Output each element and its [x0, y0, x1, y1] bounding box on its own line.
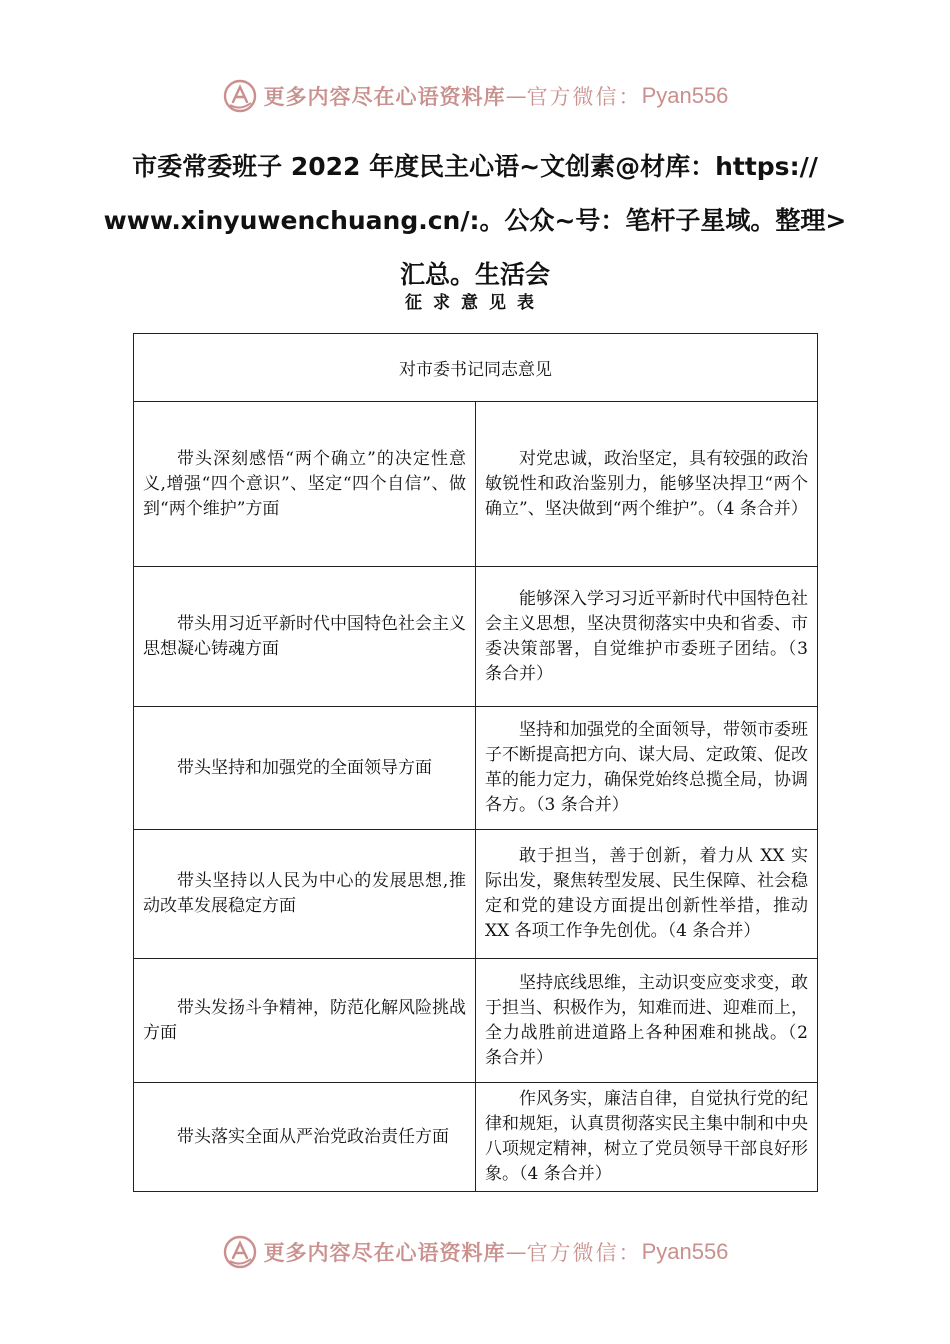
- banner-main-text: 更多内容尽在心语资料库: [263, 85, 506, 109]
- banner-main-text: 更多内容尽在心语资料库: [263, 1241, 506, 1265]
- table-row: [134, 707, 818, 830]
- comment-cell: 敢于担当，善于创新，着力从 XX 实际出发，聚焦转型发展、民生保障、社会稳定和党的建设方面提出创新性举措，推动 XX 各项工作争先创优。（4 条合并）: [476, 830, 818, 959]
- banner-sub-text: 官方微信：: [526, 85, 642, 109]
- banner-dash: —: [505, 1240, 527, 1264]
- table-row: [134, 567, 818, 707]
- form-subtitle: 征求意见表: [405, 293, 545, 313]
- title-line-2: www.xinyuwenchuang.cn/:。公众~号：笔杆子星域。整理>: [103, 206, 847, 235]
- title-line-3: 汇总。生活会: [399, 260, 550, 289]
- table-row: [134, 402, 818, 567]
- aspect-cell: 带头坚持以人民为中心的发展思想,推动改革发展稳定方面: [134, 830, 476, 959]
- opinion-table: [133, 333, 818, 1192]
- banner-wechat-id: Pyan556: [641, 1239, 729, 1264]
- title-line-1: 市委常委班子 2022 年度民主心语~文创素@材库：https://: [132, 152, 818, 181]
- table-header: 对市委书记同志意见: [134, 334, 818, 402]
- banner-sub-text: 官方微信：: [526, 1241, 642, 1265]
- banner-dash: —: [505, 84, 527, 108]
- table-row: [134, 1083, 818, 1192]
- bottom-banner: [0, 1230, 950, 1274]
- aspect-cell: 带头深刻感悟“两个确立”的决定性意义,增强“四个意识”、坚定“四个自信”、做到“两个维护”方面: [134, 402, 476, 567]
- top-banner: [0, 74, 950, 118]
- comment-cell: 作风务实，廉洁自律，自觉执行党的纪律和规矩，认真贯彻落实民主集中制和中央八项规定精神，树立了党员领导干部良好形象。（4 条合并）: [476, 1083, 818, 1192]
- table-row: [134, 830, 818, 959]
- comment-cell: 对党忠诚，政治坚定，具有较强的政治敏锐性和政治鉴别力，能够坚决捍卫“两个确立”、坚决做到“两个维护”。（4 条合并）: [476, 402, 818, 567]
- document-title: [100, 140, 850, 302]
- aspect-cell: 带头用习近平新时代中国特色社会主义思想凝心铸魂方面: [134, 567, 476, 707]
- table-row: [134, 959, 818, 1083]
- aspect-cell: 带头坚持和加强党的全面领导方面: [134, 707, 476, 830]
- comment-cell: 坚持底线思维，主动识变应变求变，敢于担当、积极作为，知难而进、迎难而上，全力战胜前进道路上各种困难和挑战。（2 条合并）: [476, 959, 818, 1083]
- comment-cell: 坚持和加强党的全面领导，带领市委班子不断提高把方向、谋大局、定政策、促改革的能力定力，确保党始终总揽全局，协调各方。（3 条合并）: [476, 707, 818, 830]
- table-header-row: [134, 334, 818, 402]
- comment-cell: 能够深入学习习近平新时代中国特色社会主义思想，坚决贯彻落实中央和省委、市委决策部署，自觉维护市委班子团结。（3 条合并）: [476, 567, 818, 707]
- aspect-cell: 带头发扬斗争精神，防范化解风险挑战方面: [134, 959, 476, 1083]
- brand-logo-icon: [222, 78, 258, 114]
- banner-wechat-id: Pyan556: [641, 83, 729, 108]
- brand-logo-icon: [222, 1234, 258, 1270]
- aspect-cell: 带头落实全面从严治党政治责任方面: [134, 1083, 476, 1192]
